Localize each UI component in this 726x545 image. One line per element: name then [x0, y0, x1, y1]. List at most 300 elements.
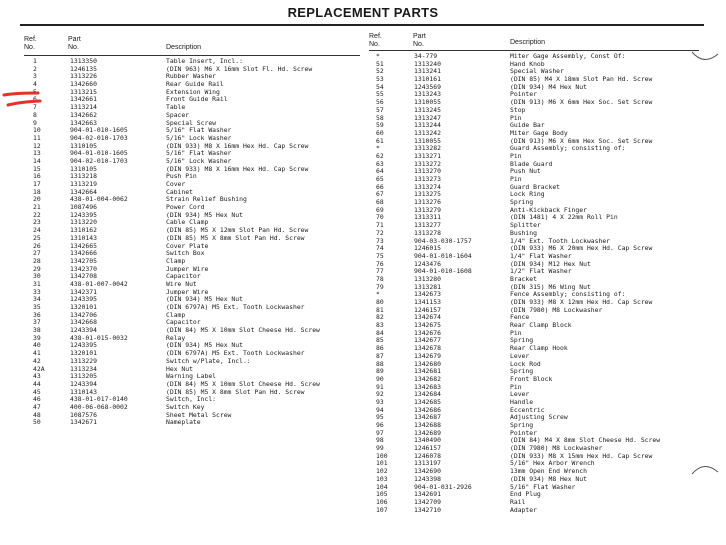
part-description: Jumper Wire: [166, 287, 209, 296]
part-description: Capacitor: [166, 272, 201, 281]
ref-number: 45: [33, 387, 41, 396]
ref-number: 28: [33, 256, 41, 265]
parts-row: [0, 453, 726, 461]
part-number: 1313277: [414, 221, 441, 230]
ref-number: 10: [33, 126, 41, 135]
part-number: 1342666: [70, 249, 97, 258]
part-number: 1320101: [70, 349, 97, 358]
ref-number: 16: [33, 172, 41, 181]
part-number: 1310162: [70, 226, 97, 235]
parts-row: [0, 184, 726, 192]
parts-row: [0, 299, 726, 307]
part-description: (DIN 1481) 4 X 22mm Roll Pin: [510, 213, 618, 222]
page-title: REPLACEMENT PARTS: [287, 5, 439, 20]
part-description: Rear Clamp Block: [510, 321, 572, 330]
part-number: 904-03-030-1757: [414, 236, 472, 245]
part-description: Hex Nut: [166, 364, 193, 373]
part-number: 1243398: [414, 474, 441, 483]
right-header-rule: [369, 50, 699, 51]
ref-number: 100: [376, 451, 388, 460]
part-description: Pin: [510, 151, 522, 160]
parts-row: [0, 261, 726, 269]
part-number: 1087496: [70, 203, 97, 212]
part-number: 1310143: [70, 387, 97, 396]
part-number: 1313311: [414, 213, 441, 222]
part-number: 1342687: [414, 413, 441, 422]
ref-number: 107: [376, 505, 388, 514]
ref-number: 71: [376, 221, 384, 230]
part-description: (DIN 84) M4 X 8mm Slot Cheese Hd. Screw: [510, 436, 661, 445]
part-description: Switch, Incl:: [166, 395, 217, 404]
part-description: (DIN 933) M6 X 20mm Hex Hd. Cap Screw: [510, 244, 653, 253]
part-number: 1313242: [414, 128, 441, 137]
part-number: 1243394: [70, 379, 97, 388]
part-description: Guard Assembly; consisting of:: [510, 144, 626, 153]
parts-row: [0, 241, 726, 253]
part-number: 1342663: [70, 118, 97, 127]
ref-number: 50: [33, 418, 41, 427]
parts-row: [0, 264, 726, 276]
part-description: Blade Guard: [510, 159, 553, 168]
page-edge-curve-bottom: [690, 460, 720, 480]
ref-number: 39: [33, 333, 41, 342]
part-number: 1342690: [414, 467, 441, 476]
part-description: Switch Key: [166, 402, 205, 411]
part-number: 1313276: [414, 198, 441, 207]
part-description: Lock Ring: [510, 190, 545, 199]
ref-number: 65: [376, 175, 384, 183]
parts-row: [0, 161, 726, 169]
part-number: 1342677: [414, 336, 441, 345]
part-description: Spring: [510, 336, 534, 345]
ref-number: 82: [376, 313, 384, 322]
right-part-header: Part No.: [413, 33, 426, 48]
parts-row: [0, 276, 726, 284]
ref-number: 42: [33, 356, 41, 365]
ref-number: 34: [33, 295, 41, 304]
ref-number: 69: [376, 205, 384, 214]
part-number: 1313350: [70, 57, 97, 65]
part-number: 1243476: [414, 259, 441, 268]
part-description: Fence: [510, 313, 530, 322]
ref-number: 91: [376, 382, 384, 391]
parts-row: [0, 310, 726, 322]
ref-number: 99: [376, 444, 384, 453]
part-description: 5/16" Lock Washer: [166, 133, 232, 142]
ref-number: 25: [33, 233, 41, 242]
part-description: End Plug: [510, 490, 541, 499]
part-number: 1313279: [414, 205, 441, 214]
parts-row: [0, 353, 726, 361]
part-number: 1246157: [414, 444, 441, 453]
part-number: 1342691: [414, 490, 441, 499]
part-number: 1246157: [414, 305, 441, 314]
parts-row: [0, 361, 726, 369]
parts-row: [0, 330, 726, 338]
ref-number: 15: [33, 164, 41, 173]
part-description: Pin: [510, 113, 522, 122]
left-description-header: Description: [166, 44, 202, 51]
part-description: (DIN 933) M8 X 12mm Hex Hd. Cap Screw: [510, 298, 653, 306]
part-number: 1246078: [414, 451, 441, 460]
ref-number: 7: [33, 103, 37, 112]
part-description: (DIN 6797A) M5 Ext. Tooth Lockwasher: [166, 349, 305, 358]
part-description: Pin: [510, 175, 522, 183]
part-description: Guard Bracket: [510, 182, 561, 191]
ref-number: 93: [376, 397, 384, 406]
right-description-header: Description: [510, 39, 546, 46]
part-number: 400-06-068-0002: [70, 402, 128, 411]
part-description: Wire Nut: [166, 279, 197, 288]
ref-number: 17: [33, 180, 41, 188]
part-number: 1313244: [414, 121, 441, 130]
part-number: 1310161: [414, 75, 441, 84]
part-description: (DIN 7980) M8 Lockwasher: [510, 444, 603, 453]
part-number: 1313219: [70, 180, 97, 188]
part-number: 1313205: [70, 372, 97, 381]
parts-row: [0, 422, 726, 430]
parts-row: [0, 164, 726, 176]
part-number: 1313240: [414, 59, 441, 68]
ref-number: 54: [376, 82, 384, 91]
part-description: Cabinet: [166, 187, 193, 196]
part-description: (DIN 913) M6 X 6mm Hex Soc. Set Screw: [510, 98, 653, 107]
part-description: 1/2" Flat Washer: [510, 267, 572, 276]
ref-number: 11: [33, 133, 41, 142]
parts-row: [0, 460, 726, 468]
part-number: 1313272: [414, 159, 441, 168]
ref-number: 18: [33, 187, 41, 196]
part-description: (DIN 933) M8 X 16mm Hex Hd. Cap Screw: [166, 164, 309, 173]
parts-row: [0, 376, 726, 384]
ref-number: 33: [33, 287, 41, 296]
part-description: Eccentric: [510, 405, 545, 414]
part-description: Bushing: [510, 228, 537, 237]
ref-number: 81: [376, 305, 384, 314]
part-description: Relay: [166, 333, 186, 342]
part-number: 1342676: [414, 328, 441, 337]
part-description: (DIN 933) M8 X 16mm Hex Hd. Cap Screw: [166, 141, 309, 150]
parts-row: [0, 384, 726, 392]
part-description: Bracket: [510, 274, 537, 283]
ref-number: 104: [376, 482, 388, 491]
part-number: 904-01-031-2926: [414, 482, 472, 491]
part-number: 1342668: [70, 318, 97, 327]
part-number: 1342660: [70, 80, 97, 89]
parts-row: [0, 115, 726, 123]
ref-number: 21: [33, 203, 41, 212]
part-number: 1313243: [414, 90, 441, 99]
part-number: 1342674: [414, 313, 441, 322]
parts-row: [0, 322, 726, 330]
part-number: 1243395: [70, 210, 97, 219]
parts-row: [0, 61, 726, 69]
part-description: Front Guide Rail: [166, 95, 228, 104]
parts-row: [0, 176, 726, 184]
part-number: 1340490: [414, 436, 441, 445]
parts-row: [0, 333, 726, 345]
ref-number: 3: [33, 72, 37, 81]
parts-row: [0, 499, 726, 507]
part-description: 5/16" Flat Washer: [510, 482, 576, 491]
part-number: 1342661: [70, 95, 97, 104]
page-edge-curve-top: [690, 48, 720, 68]
part-description: Spring: [510, 421, 534, 429]
ref-number: 89: [376, 367, 384, 376]
part-number: 1342706: [70, 310, 97, 319]
part-number: 1313281: [414, 282, 441, 291]
parts-row: [0, 410, 726, 422]
part-description: Clamp: [166, 256, 186, 265]
ref-number: 12: [33, 141, 41, 150]
ref-number: 40: [33, 341, 41, 350]
part-description: Table Insert, Incl.:: [166, 57, 243, 65]
part-description: Pointer: [510, 428, 537, 437]
ref-number: 102: [376, 467, 388, 476]
ref-number: 68: [376, 198, 384, 207]
part-description: Pin: [510, 328, 522, 337]
parts-row: [0, 387, 726, 399]
part-number: 1243394: [70, 326, 97, 335]
part-description: Cover: [166, 180, 186, 188]
ref-number: 106: [376, 497, 388, 506]
part-number: 904-01-010-1604: [414, 251, 472, 260]
part-number: 1313270: [414, 167, 441, 176]
ref-number: 8: [33, 110, 37, 119]
part-description: Anti-Kickback Finger: [510, 205, 587, 214]
part-description: Rail: [510, 497, 526, 506]
part-description: (DIN 85) M5 X 8mm Slot Pan Hd. Screw: [166, 387, 305, 396]
part-number: 1243395: [70, 341, 97, 350]
part-number: 1320101: [70, 303, 97, 311]
ref-number: 43: [33, 372, 41, 381]
ref-number: 73: [376, 236, 384, 245]
ref-number: 20: [33, 195, 41, 204]
part-description: Capacitor: [166, 318, 201, 327]
part-description: (DIN 84) M5 X 10mm Slot Cheese Hd. Screw: [166, 326, 320, 335]
ref-number: 27: [33, 249, 41, 258]
ref-number: 74: [376, 244, 384, 253]
part-number: 1310055: [414, 98, 441, 107]
part-description: Lever: [510, 351, 530, 360]
part-number: 904-02-010-1703: [70, 133, 128, 142]
ref-number: 84: [376, 328, 384, 337]
part-description: Special Screw: [166, 118, 217, 127]
part-description: (DIN 85) M5 X 8mm Slot Pan Hd. Screw: [166, 233, 305, 242]
part-description: Switch Box: [166, 249, 205, 258]
part-description: 5/16" Hex Arbor Wrench: [510, 459, 595, 468]
ref-number: 75: [376, 251, 384, 260]
part-description: 1/4" Ext. Tooth Lockwasher: [510, 236, 611, 245]
part-description: Strain Relief Bushing: [166, 195, 247, 204]
part-description: Cover Plate: [166, 241, 209, 250]
part-number: 1313273: [414, 175, 441, 183]
part-description: (DIN 934) M8 Hex Nut: [510, 474, 587, 483]
part-description: (DIN 934) M12 Hex Nut: [510, 259, 591, 268]
part-number: 1313226: [70, 72, 97, 81]
ref-number: 23: [33, 218, 41, 227]
part-number: 1342710: [414, 505, 441, 514]
ref-number: 36: [33, 310, 41, 319]
part-description: (DIN 934) M5 Hex Nut: [166, 295, 243, 304]
ref-number: 76: [376, 259, 384, 268]
part-number: 1310105: [70, 164, 97, 173]
red-annotation-mark: [2, 85, 42, 115]
part-number: 1313282: [414, 144, 441, 153]
parts-row: [0, 507, 726, 515]
parts-row: [0, 76, 726, 84]
part-number: 1313278: [414, 228, 441, 237]
part-description: Splitter: [510, 221, 541, 230]
ref-number: 53: [376, 75, 384, 84]
ref-number: 66: [376, 182, 384, 191]
part-number: 1313215: [70, 87, 97, 96]
part-description: (DIN 963) M6 X 16mm Slot Fl. Hd. Screw: [166, 64, 313, 73]
part-number: 1342662: [70, 110, 97, 119]
parts-row: [0, 118, 726, 130]
right-parts-table: [0, 53, 726, 514]
part-description: (DIN 934) M5 Hex Nut: [166, 341, 243, 350]
ref-number: 29: [33, 264, 41, 273]
ref-number: 103: [376, 474, 388, 483]
part-description: (DIN 913) M6 X 6mm Hex Soc. Set Screw: [510, 136, 653, 145]
part-number: 438-01-017-0140: [70, 395, 128, 404]
part-description: Hand Knob: [510, 59, 545, 68]
part-description: (DIN 7980) M8 Lockwasher: [510, 305, 603, 314]
parts-row: [0, 53, 726, 61]
part-number: 438-01-015-0032: [70, 333, 128, 342]
ref-number: 98: [376, 436, 384, 445]
ref-number: 13: [33, 149, 41, 158]
part-description: 5/16" Lock Washer: [166, 156, 232, 165]
part-description: Guide Bar: [510, 121, 545, 130]
ref-number: 60: [376, 128, 384, 137]
parts-row: [0, 476, 726, 484]
part-description: Extension Wing: [166, 87, 220, 96]
ref-number: 67: [376, 190, 384, 199]
part-description: Rear Guide Rail: [166, 80, 224, 89]
part-number: 1310055: [414, 136, 441, 145]
part-description: Front Block: [510, 374, 553, 383]
ref-number: 78: [376, 274, 384, 283]
parts-row: [0, 141, 726, 153]
part-description: 1/4" Flat Washer: [510, 251, 572, 260]
ref-number: 88: [376, 359, 384, 368]
part-number: 1313220: [70, 218, 97, 227]
part-number: 1313229: [70, 356, 97, 365]
part-number: 1342673: [414, 290, 441, 299]
part-number: 1313245: [414, 105, 441, 114]
ref-number: 63: [376, 159, 384, 168]
part-number: 1342688: [414, 421, 441, 429]
part-number: 1087576: [70, 410, 97, 419]
part-number: 1342683: [414, 382, 441, 391]
ref-number: 4: [33, 80, 37, 89]
part-number: 438-01-007-0042: [70, 279, 128, 288]
part-description: Miter Gage Body: [510, 128, 568, 137]
parts-row: [0, 437, 726, 445]
part-description: (DIN 315) M6 Wing Nut: [510, 282, 591, 291]
part-description: Rubber Washer: [166, 72, 217, 81]
ref-number: 79: [376, 282, 384, 291]
ref-number: 2: [33, 64, 37, 73]
part-description: Push Pin: [166, 172, 197, 181]
part-description: Pointer: [510, 90, 537, 99]
ref-number: 85: [376, 336, 384, 345]
ref-number: 62: [376, 151, 384, 160]
part-number: 1342679: [414, 351, 441, 360]
parts-row: [0, 253, 726, 261]
part-number: 1313197: [414, 459, 441, 468]
part-number: 438-01-004-0062: [70, 195, 128, 204]
part-number: 1342684: [414, 390, 441, 399]
part-number: 1342685: [414, 397, 441, 406]
parts-row: [0, 99, 726, 107]
part-number: 1313275: [414, 190, 441, 199]
parts-row: [0, 307, 726, 315]
ref-number: 1: [33, 57, 37, 65]
part-number: 1313271: [414, 151, 441, 160]
part-description: Spring: [510, 198, 534, 207]
part-description: Adapter: [510, 505, 537, 514]
ref-number: 64: [376, 167, 384, 176]
part-number: 1313247: [414, 113, 441, 122]
ref-number: 59: [376, 121, 384, 130]
ref-number: 46: [33, 395, 41, 404]
ref-number: 52: [376, 67, 384, 76]
part-description: Cable Clamp: [166, 218, 209, 227]
part-number: 1342678: [414, 344, 441, 353]
part-description: (DIN 934) M4 Hex Nut: [510, 82, 587, 91]
ref-number: 92: [376, 390, 384, 399]
ref-number: 90: [376, 374, 384, 383]
parts-row: [0, 491, 726, 499]
ref-number: *: [376, 290, 380, 299]
parts-row: [0, 107, 726, 115]
ref-number: 41: [33, 349, 41, 358]
part-description: 13mm Open End Wrench: [510, 467, 587, 476]
part-description: Lock Rod: [510, 359, 541, 368]
ref-number: 6: [33, 95, 37, 104]
part-number: 1243395: [70, 295, 97, 304]
ref-number: 83: [376, 321, 384, 330]
part-description: 5/16" Flat Washer: [166, 149, 232, 158]
part-number: 1342709: [414, 497, 441, 506]
part-description: (DIN 933) M8 X 15mm Hex Hd. Cap Screw: [510, 451, 653, 460]
parts-row: [0, 484, 726, 492]
part-number: 904-01-010-1605: [70, 126, 128, 135]
part-description: Handle: [510, 397, 534, 406]
part-description: (DIN 6797A) M5 Ext. Tooth Lockwasher: [166, 303, 305, 311]
ref-number: 105: [376, 490, 388, 499]
left-ref-header: Ref. No.: [24, 36, 37, 51]
part-number: 1313218: [70, 172, 97, 181]
ref-number: 77: [376, 267, 384, 276]
part-description: Clamp: [166, 310, 186, 319]
part-number: 1341153: [414, 298, 441, 306]
ref-number: 57: [376, 105, 384, 114]
ref-number: 42A: [33, 364, 45, 373]
part-number: 1313280: [414, 274, 441, 283]
part-number: 1313241: [414, 67, 441, 76]
part-description: Pin: [510, 382, 522, 391]
part-description: Warning Label: [166, 372, 217, 381]
left-part-header: Part No.: [68, 36, 81, 51]
ref-number: 56: [376, 98, 384, 107]
part-number: 904-01-010-1608: [414, 267, 472, 276]
part-number: 904-01-010-1605: [70, 149, 128, 158]
ref-number: 35: [33, 303, 41, 311]
